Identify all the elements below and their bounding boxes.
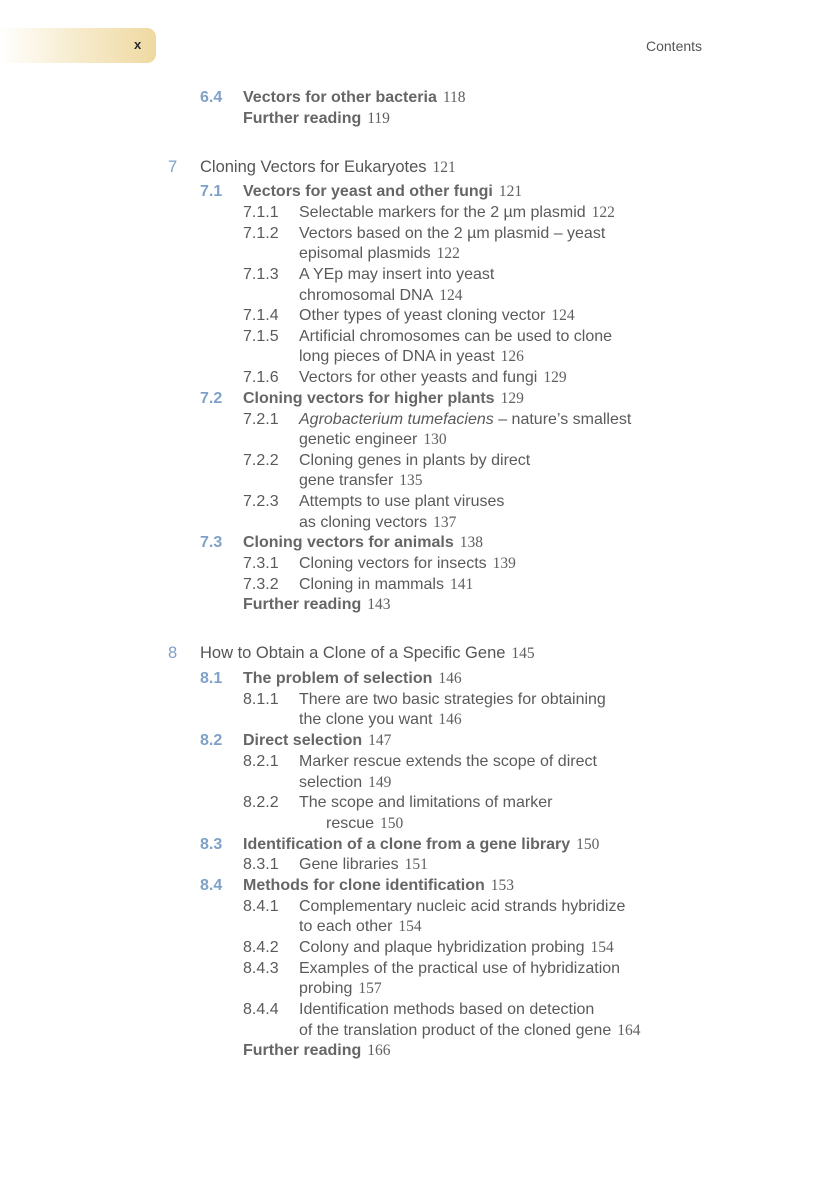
toc-subsection-number: 7.2.3 xyxy=(243,493,279,510)
section-number: 7.1 xyxy=(200,183,223,200)
subsection-title-continued: gene transfer xyxy=(299,472,394,489)
subsection-title: Cloning in mammals xyxy=(299,576,444,593)
toc-subsection-8-3-1[interactable] xyxy=(299,855,428,875)
toc-subsection-continuation[interactable] xyxy=(299,430,447,450)
toc-subsection-number: 8.1.1 xyxy=(243,691,279,708)
subsection-title-continued: episomal plasmids xyxy=(299,245,431,262)
subsection-title-continued: to each other xyxy=(299,918,393,935)
section-number: 7.3 xyxy=(200,534,223,551)
subsection-title: Artificial chromosomes can be used to clone xyxy=(299,328,613,345)
subsection-title-continued: selection xyxy=(299,774,363,791)
toc-subsection-8-2-1[interactable] xyxy=(299,752,597,772)
subsection-title: Gene libraries xyxy=(299,856,399,873)
page-ref: 129 xyxy=(500,390,524,407)
toc-chapter-title[interactable] xyxy=(200,643,535,664)
section-title: Identification of a clone from a gene library xyxy=(243,836,571,853)
toc-subsection-continuation[interactable] xyxy=(299,347,524,367)
toc-subsection-number: 7.1.3 xyxy=(243,266,279,283)
toc-section-title[interactable] xyxy=(243,533,483,553)
subsection-title: Attempts to use plant viruses xyxy=(299,493,505,510)
subsection-title: Selectable markers for the 2 µm plasmid xyxy=(299,204,586,221)
subsection-title-italic: Agrobacterium tumefaciens xyxy=(299,411,494,428)
toc-subsection-number: 7.2.2 xyxy=(243,452,279,469)
chapter-title: How to Obtain a Clone of a Specific Gene xyxy=(200,644,506,662)
toc-section-title[interactable] xyxy=(243,876,514,896)
page-ref: 130 xyxy=(423,431,447,448)
toc-subsection-continuation[interactable] xyxy=(299,1021,640,1041)
toc-chapter-7[interactable] xyxy=(168,157,177,177)
subsection-title: A YEp may insert into yeast xyxy=(299,266,495,283)
page-ref: 154 xyxy=(590,939,614,956)
toc-section-8-3[interactable] xyxy=(200,835,222,855)
toc-subsection-number: 7.1.6 xyxy=(243,369,279,386)
page-ref: 126 xyxy=(500,348,524,365)
page-ref: 146 xyxy=(438,711,462,728)
toc-subsection-continuation[interactable] xyxy=(299,471,423,491)
toc-subsection-number: 8.4.4 xyxy=(243,1001,279,1018)
subsection-title-continued: chromosomal DNA xyxy=(299,287,434,304)
toc-subsection-continuation[interactable] xyxy=(326,814,403,834)
toc-subsection-8-4-1[interactable] xyxy=(299,897,625,917)
toc-section-8-2[interactable] xyxy=(200,731,222,751)
section-title: Cloning vectors for animals xyxy=(243,534,454,551)
toc-subsection-8-2-2[interactable] xyxy=(299,793,552,813)
toc-subsection-7-2-1[interactable] xyxy=(299,410,631,430)
toc-section-title[interactable] xyxy=(243,835,599,855)
subsection-title-continued: probing xyxy=(299,980,353,997)
page-ref: 124 xyxy=(439,287,463,304)
toc-subsection-7-1-1[interactable] xyxy=(299,203,615,223)
toc-subsection-number: 7.1.1 xyxy=(243,204,279,221)
toc-subsection-continuation[interactable] xyxy=(299,917,422,937)
page-ref: 145 xyxy=(511,645,535,662)
page-ref: 118 xyxy=(442,89,466,106)
toc-further-reading[interactable] xyxy=(243,595,390,615)
toc-subsection-continuation[interactable] xyxy=(299,979,382,999)
page-ref: 150 xyxy=(380,815,404,832)
toc-subsection-number: 8.4.2 xyxy=(243,939,279,956)
page-ref: 151 xyxy=(404,856,428,873)
section-title: Cloning vectors for higher plants xyxy=(243,390,495,407)
toc-subsection-number: 8.2.2 xyxy=(243,794,279,811)
toc-subsection-continuation[interactable] xyxy=(299,244,460,264)
toc-chapter-title[interactable] xyxy=(200,157,456,178)
subsection-title: Complementary nucleic acid strands hybridize xyxy=(299,898,626,915)
page-ref: 121 xyxy=(432,159,456,176)
section-number: 7.2 xyxy=(200,390,223,407)
toc-section-title[interactable] xyxy=(243,731,391,751)
subsection-title: Colony and plaque hybridization probing xyxy=(299,939,585,956)
toc-subsection-number: 7.1.4 xyxy=(243,307,279,324)
page-ref: 149 xyxy=(368,774,392,791)
toc-subsection-number: 7.2.1 xyxy=(243,411,279,428)
page-ref: 137 xyxy=(433,514,457,531)
subsection-title: The scope and limitations of marker xyxy=(299,794,553,811)
toc-subsection-8-4-2[interactable] xyxy=(299,938,614,958)
subsection-title: Cloning vectors for insects xyxy=(299,555,487,572)
page-ref: 150 xyxy=(576,836,600,853)
page-ref: 122 xyxy=(436,245,460,262)
toc-further-reading[interactable] xyxy=(243,1041,390,1061)
page-ref: 122 xyxy=(591,204,615,221)
subsection-title-continued: genetic engineer xyxy=(299,431,418,448)
page-ref: 157 xyxy=(358,980,382,997)
toc-subsection-7-1-3[interactable] xyxy=(299,265,494,285)
page-ref: 146 xyxy=(438,670,462,687)
page-ref: 141 xyxy=(449,576,474,593)
subsection-title: Identification methods based on detection xyxy=(299,1001,595,1018)
subsection-title: Other types of yeast cloning vector xyxy=(299,307,546,324)
chapter-title: Cloning Vectors for Eukaryotes xyxy=(200,158,427,176)
toc-subsection-continuation[interactable] xyxy=(299,773,391,793)
page-ref: 138 xyxy=(459,534,483,551)
subsection-title: Vectors for other yeasts and fungi xyxy=(299,369,538,386)
subsection-title-continued: rescue xyxy=(326,815,375,832)
toc-subsection-8-4-3[interactable] xyxy=(299,959,620,979)
subsection-title-continued: long pieces of DNA in yeast xyxy=(299,348,495,365)
page-ref: 154 xyxy=(398,918,422,935)
toc-subsection-number: 7.1.5 xyxy=(243,328,279,345)
page-ref: 124 xyxy=(551,307,575,324)
page-ref: 119 xyxy=(367,110,390,127)
page-ref: 143 xyxy=(367,596,391,613)
running-title: Contents xyxy=(646,38,703,54)
section-title: The problem of selection xyxy=(243,670,433,687)
toc-subsection-7-2-2[interactable] xyxy=(299,451,530,471)
page-ref: 129 xyxy=(543,369,567,386)
toc-subsection-continuation[interactable] xyxy=(299,710,462,730)
section-title: Vectors for other bacteria xyxy=(243,89,437,106)
page-ref: 139 xyxy=(492,555,516,572)
toc-section-7-1[interactable] xyxy=(200,182,222,202)
toc-subsection-number: 7.3.2 xyxy=(243,576,279,593)
toc-subsection-7-3-1[interactable] xyxy=(299,554,516,574)
page-number: x xyxy=(134,37,142,52)
toc-section-8-4[interactable] xyxy=(200,876,222,896)
toc-subsection-continuation[interactable] xyxy=(299,286,463,306)
page-ref: 166 xyxy=(367,1042,391,1059)
section-number: 8.1 xyxy=(200,670,223,687)
toc-subsection-number: 8.2.1 xyxy=(243,753,279,770)
toc-subsection-7-1-5[interactable] xyxy=(299,327,612,347)
toc-section-title[interactable] xyxy=(243,88,466,108)
toc-subsection-7-1-4[interactable] xyxy=(299,306,575,326)
subsection-title-continued: as cloning vectors xyxy=(299,514,428,531)
subsection-title: Examples of the practical use of hybridization xyxy=(299,960,621,977)
toc-subsection-8-4-4[interactable] xyxy=(299,1000,594,1020)
subsection-title-continued: the clone you want xyxy=(299,711,433,728)
toc-section-title[interactable] xyxy=(243,669,462,689)
section-title: Further reading xyxy=(243,110,362,127)
section-title: Further reading xyxy=(243,1042,362,1059)
toc-subsection-continuation[interactable] xyxy=(299,513,456,533)
section-title: Vectors for yeast and other fungi xyxy=(243,183,493,200)
toc-subsection-number: 7.3.1 xyxy=(243,555,279,572)
section-number: 8.3 xyxy=(200,836,223,853)
section-title: Methods for clone identification xyxy=(243,877,485,894)
toc-chapter-8[interactable] xyxy=(168,643,177,663)
toc-section-7-2[interactable] xyxy=(200,389,222,409)
section-number: 8.2 xyxy=(200,732,223,749)
toc-further-reading[interactable] xyxy=(243,109,390,129)
subsection-title: Marker rescue extends the scope of direct xyxy=(299,753,597,770)
page-ref: 153 xyxy=(490,877,515,894)
toc-subsection-7-1-2[interactable] xyxy=(299,224,605,244)
page-ref: 164 xyxy=(617,1022,641,1039)
section-number: 8.4 xyxy=(200,877,223,894)
toc-section-title[interactable] xyxy=(243,389,524,409)
section-title: Further reading xyxy=(243,596,362,613)
subsection-title: Cloning genes in plants by direct xyxy=(299,452,531,469)
chapter-number: 8 xyxy=(168,644,178,662)
section-title: Direct selection xyxy=(243,732,363,749)
toc-section-7-3[interactable] xyxy=(200,533,222,553)
toc-section-6-4[interactable] xyxy=(200,88,222,108)
subsection-title-continued: of the translation product of the cloned gene xyxy=(299,1022,612,1039)
page-ref: 121 xyxy=(498,183,523,200)
subsection-title: Vectors based on the 2 µm plasmid – yeast xyxy=(299,225,606,242)
page-ref: 147 xyxy=(368,732,392,749)
toc-subsection-number: 8.4.3 xyxy=(243,960,279,977)
toc-subsection-number: 8.3.1 xyxy=(243,856,279,873)
page-ref: 135 xyxy=(399,472,423,489)
toc-section-8-1[interactable] xyxy=(200,669,222,689)
toc-subsection-number: 8.4.1 xyxy=(243,898,279,915)
toc-subsection-7-1-6[interactable] xyxy=(299,368,567,388)
toc-subsection-number: 7.1.2 xyxy=(243,225,279,242)
toc-section-title[interactable] xyxy=(243,182,522,202)
toc-subsection-7-2-3[interactable] xyxy=(299,492,504,512)
subsection-title: – nature’s smallest xyxy=(493,411,632,428)
chapter-number: 7 xyxy=(168,158,178,176)
toc-subsection-7-3-2[interactable] xyxy=(299,575,473,595)
section-number: 6.4 xyxy=(200,89,223,106)
toc-subsection-8-1-1[interactable] xyxy=(299,690,606,710)
subsection-title: There are two basic strategies for obtaining xyxy=(299,691,606,708)
